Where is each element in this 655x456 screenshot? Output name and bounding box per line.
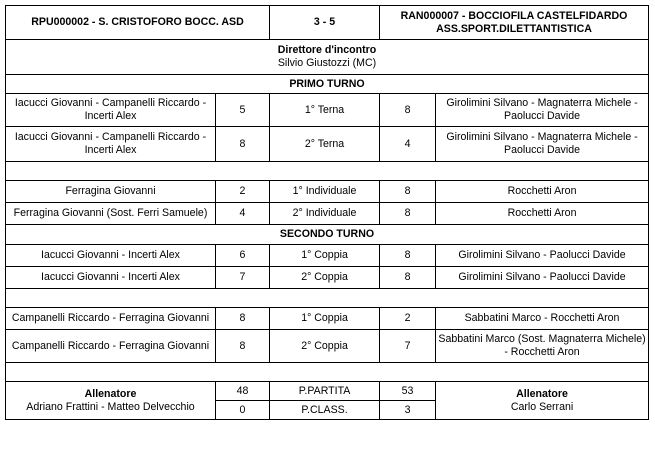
home-score: 8	[216, 330, 270, 363]
home-players: Ferragina Giovanni (Sost. Ferri Samuele)	[6, 203, 216, 225]
away-score: 8	[380, 94, 436, 127]
game-type: 1° Individuale	[270, 181, 380, 203]
game-row	[6, 181, 649, 203]
away-players: Girolimini Silvano - Magnaterra Michele - Paolucci Davide	[436, 94, 649, 127]
home-players: Iacucci Giovanni - Campanelli Riccardo - Incerti Alex	[6, 94, 216, 127]
away-coach-cell	[436, 382, 649, 420]
home-score: 8	[216, 308, 270, 330]
match-score: 3 - 5	[270, 6, 380, 40]
away-score: 8	[380, 245, 436, 267]
game-row	[6, 330, 649, 363]
first-round-title: PRIMO TURNO	[6, 75, 649, 94]
home-score: 8	[216, 127, 270, 162]
points-partita-label: P.PARTITA	[270, 382, 380, 401]
away-score: 4	[380, 127, 436, 162]
away-coach-label: Allenatore	[516, 387, 568, 400]
game-row	[6, 245, 649, 267]
footer-row-partita	[6, 382, 649, 401]
game-row	[6, 308, 649, 330]
game-type: 1° Coppia	[270, 245, 380, 267]
points-class-label: P.CLASS.	[270, 401, 380, 420]
spacer-row	[6, 162, 649, 181]
home-team-name: RPU000002 - S. CRISTOFORO BOCC. ASD	[6, 6, 270, 40]
second-round-title: SECONDO TURNO	[6, 225, 649, 245]
director-row	[6, 40, 649, 75]
round-title-row	[6, 225, 649, 245]
away-players: Girolimini Silvano - Magnaterra Michele - Paolucci Davide	[436, 127, 649, 162]
away-coach-name: Carlo Serrani	[510, 400, 574, 413]
away-score: 8	[380, 181, 436, 203]
away-players: Girolimini Silvano - Paolucci Davide	[436, 267, 649, 289]
spacer-row	[6, 289, 649, 308]
away-players: Sabbatini Marco - Rocchetti Aron	[436, 308, 649, 330]
home-score: 4	[216, 203, 270, 225]
game-type: 1° Coppia	[270, 308, 380, 330]
director-name: Silvio Giustozzi (MC)	[277, 57, 377, 69]
away-score: 2	[380, 308, 436, 330]
home-score: 5	[216, 94, 270, 127]
home-players: Campanelli Riccardo - Ferragina Giovanni	[6, 308, 216, 330]
round-title-row	[6, 75, 649, 94]
game-row	[6, 267, 649, 289]
game-type: 2° Individuale	[270, 203, 380, 225]
spacer-row	[6, 363, 649, 382]
match-report-table	[5, 5, 649, 420]
away-players: Rocchetti Aron	[436, 181, 649, 203]
director-label: Direttore d'incontro	[277, 44, 377, 56]
game-type: 2° Coppia	[270, 330, 380, 363]
game-row	[6, 127, 649, 162]
away-points-partita: 53	[380, 382, 436, 401]
director-cell	[6, 40, 649, 75]
game-type: 2° Coppia	[270, 267, 380, 289]
game-type: 1° Terna	[270, 94, 380, 127]
home-score: 6	[216, 245, 270, 267]
home-players: Ferragina Giovanni	[6, 181, 216, 203]
home-coach-cell	[6, 382, 216, 420]
away-points-class: 3	[380, 401, 436, 420]
home-score: 7	[216, 267, 270, 289]
game-row	[6, 203, 649, 225]
game-row	[6, 94, 649, 127]
away-players: Sabbatini Marco (Sost. Magnaterra Michele) - Rocchetti Aron	[436, 330, 649, 363]
away-players: Rocchetti Aron	[436, 203, 649, 225]
away-score: 8	[380, 203, 436, 225]
away-team-name: RAN000007 - BOCCIOFILA CASTELFIDARDO ASS.SPORT.DILETTANTISTICA	[380, 6, 649, 40]
away-players: Girolimini Silvano - Paolucci Davide	[436, 245, 649, 267]
home-players: Campanelli Riccardo - Ferragina Giovanni	[6, 330, 216, 363]
home-points-partita: 48	[216, 382, 270, 401]
home-players: Iacucci Giovanni - Incerti Alex	[6, 245, 216, 267]
header-row	[6, 6, 649, 40]
home-score: 2	[216, 181, 270, 203]
away-score: 8	[380, 267, 436, 289]
away-score: 7	[380, 330, 436, 363]
game-type: 2° Terna	[270, 127, 380, 162]
home-coach-names: Adriano Frattini - Matteo Delvecchio	[26, 400, 195, 413]
home-players: Iacucci Giovanni - Campanelli Riccardo - Incerti Alex	[6, 127, 216, 162]
home-points-class: 0	[216, 401, 270, 420]
home-coach-label: Allenatore	[84, 387, 137, 400]
home-players: Iacucci Giovanni - Incerti Alex	[6, 267, 216, 289]
